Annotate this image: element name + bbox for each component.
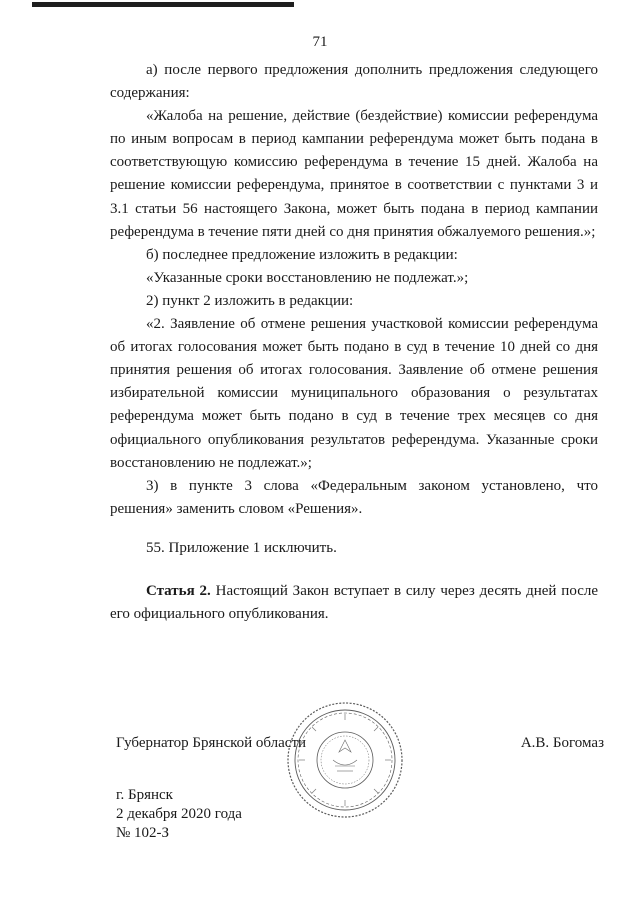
- paragraph-terms-quote: «Указанные сроки восстановлению не подлежат.»;: [146, 269, 469, 286]
- law-number: № 102-З: [116, 825, 170, 841]
- official-seal: [285, 700, 405, 820]
- article-2: [110, 580, 598, 626]
- paragraph-b: б) последнее предложение изложить в редакции:: [146, 246, 458, 263]
- paragraph-a: а) после первого предложения дополнить предложения следующего содержания:: [110, 62, 598, 102]
- paragraph-item-55: 55. Приложение 1 исключить.: [146, 539, 337, 556]
- issue-city: г. Брянск: [116, 787, 173, 803]
- document-body: [110, 59, 598, 626]
- article-text: Настоящий Закон вступает в силу через десять дней после его официального опубликования.: [110, 582, 598, 623]
- top-rule: [32, 2, 294, 7]
- issue-date: 2 декабря 2020 года: [116, 806, 242, 822]
- signatory-name: А.В. Богомаз: [520, 735, 604, 751]
- signatory-role: Губернатор Брянской области: [116, 735, 307, 751]
- issue-details: [116, 786, 242, 843]
- article-label: Статья 2.: [146, 582, 211, 599]
- paragraph-item-2-quote: «2. Заявление об отмене решения участковой комиссии референдума об итогах голосования может быть подано в суд в течение 10 дней со дня принятия решения об итогах голосования. Заявление об отмене решения избирательной комиссии муниципального образования о результатах референдума может быть подано в суд в течение трех месяцев со дня официального опубликования результатов референдума. Указанные сроки восстановлению не подлежат.»;: [110, 316, 598, 471]
- paragraph-item-3: 3) в пункте 3 слова «Федеральным законом установлено, что решения» заменить словом «Решения».: [110, 477, 598, 517]
- paragraph-item-2: 2) пункт 2 изложить в редакции:: [146, 292, 354, 309]
- page-number: 71: [312, 34, 328, 50]
- paragraph-complaint-quote: «Жалоба на решение, действие (бездействие) комиссии референдума по иным вопросам в период кампании референдума может быть подана в соответствующую комиссию референдума в течение 15 дней. Жалоба на решение комиссии референдума, принятое в соответствии с пунктами 3 и 3.1 статьи 56 настоящего Закона, может быть подана в период кампании референдума в течение пяти дней со дня принятия обжалуемого решения.»;: [110, 108, 598, 240]
